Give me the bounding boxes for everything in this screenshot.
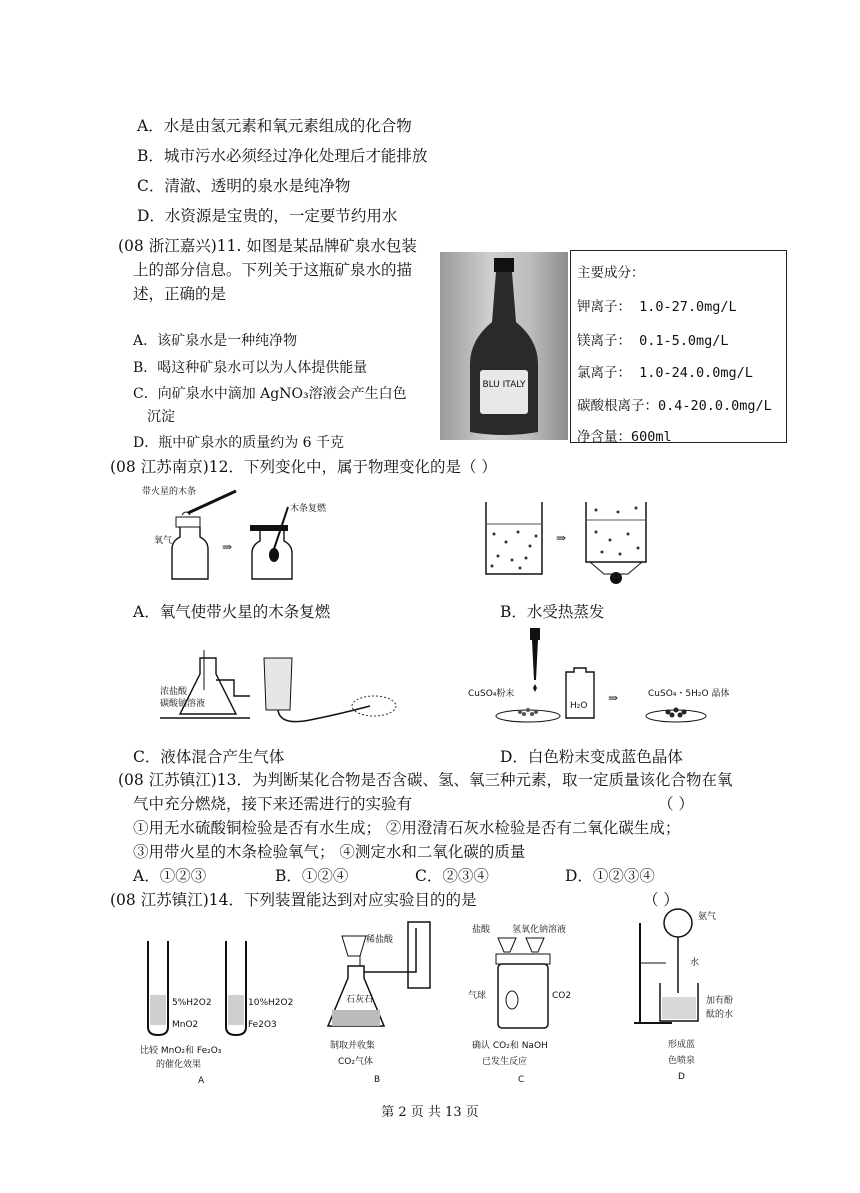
bottle-icon — [440, 252, 568, 440]
svg-text:C: C — [518, 1075, 525, 1085]
svg-text:木条复燃: 木条复燃 — [290, 504, 327, 514]
q13-stem-1: (08 江苏镇江)13．为判断某化合物是否含碳、氢、氧三种元素，取一定质量该化合物在氧 — [118, 771, 733, 789]
nutrition-info-panel — [570, 250, 787, 443]
q11-stem-line2: 上的部分信息。下列关于这瓶矿泉水的描 — [133, 261, 413, 279]
q14-answer-paren: （ ） — [643, 891, 679, 909]
svg-text:的催化效果: 的催化效果 — [156, 1060, 202, 1070]
bottle-photo — [440, 252, 568, 440]
svg-text:CO₂气体: CO₂气体 — [338, 1057, 373, 1067]
q11-option-a: A．该矿泉水是一种纯净物 — [133, 333, 298, 349]
q10-option-d: D．水资源是宝贵的，一定要节约用水 — [137, 207, 398, 225]
svg-text:氧气: 氧气 — [154, 536, 173, 546]
q12-caption-c: C．液体混合产生气体 — [133, 748, 285, 766]
figure-catalyst-comparison — [140, 935, 315, 1090]
q13-option-a: A．①②③ — [133, 867, 207, 885]
q13-answer-paren: （ ） — [658, 795, 694, 813]
svg-text:碳酸钠溶液: 碳酸钠溶液 — [160, 699, 206, 709]
svg-text:气球: 气球 — [468, 991, 487, 1001]
figure-white-powder-blue-crystal — [468, 628, 730, 728]
svg-text:氢氧化钠溶液: 氢氧化钠溶液 — [512, 925, 567, 935]
figure-co2-naoh-reaction — [468, 918, 593, 1090]
svg-text:10%H2O2: 10%H2O2 — [248, 998, 294, 1008]
q11-option-b: B．喝这种矿泉水可以为人体提供能量 — [133, 360, 368, 376]
info-line-5: 碳酸根离子：0.4-20.0.0mg/L — [577, 398, 772, 414]
svg-text:CO2: CO2 — [552, 991, 572, 1001]
arrow-icon: ⇒ — [608, 691, 619, 705]
svg-text:盐酸: 盐酸 — [472, 925, 491, 935]
svg-text:CuSO₄粉末: CuSO₄粉末 — [468, 689, 515, 699]
info-line-6: 净含量：600ml — [577, 429, 672, 445]
svg-text:5%H2O2: 5%H2O2 — [172, 998, 212, 1008]
info-line-4: 氯离子： 1.0-24.0.0mg/L — [577, 365, 753, 381]
figure-oxygen-relights-splint — [140, 485, 340, 585]
svg-text:酞的水: 酞的水 — [706, 1010, 734, 1020]
q11-stem-line3: 述，正确的是 — [133, 285, 227, 303]
q10-option-b: B．城市污水必须经过净化处理后才能排放 — [137, 147, 428, 165]
info-line-2: 钾离子： 1.0-27.0mg/L — [577, 299, 737, 315]
q14-stem: (08 江苏镇江)14．下列装置能达到对应实验目的的是 — [110, 891, 477, 909]
svg-text:已发生反应: 已发生反应 — [482, 1057, 528, 1067]
q13-option-d: D．①②③④ — [565, 867, 655, 885]
q10-option-a: A．水是由氢元素和氧元素组成的化合物 — [137, 117, 412, 135]
figure-blue-fountain — [632, 903, 757, 1088]
svg-text:加有酚: 加有酚 — [706, 996, 734, 1006]
q11-option-d: D．瓶中矿泉水的质量约为 6 千克 — [133, 435, 345, 451]
svg-text:带火星的木条: 带火星的木条 — [142, 487, 197, 497]
svg-text:B: B — [374, 1075, 381, 1085]
info-line-3: 镁离子： 0.1-5.0mg/L — [577, 333, 729, 349]
svg-text:MnO2: MnO2 — [172, 1020, 199, 1030]
svg-text:色喷泉: 色喷泉 — [668, 1056, 696, 1066]
svg-text:比较 MnO₂和 Fe₂O₃: 比较 MnO₂和 Fe₂O₃ — [140, 1046, 222, 1056]
svg-text:A: A — [198, 1076, 205, 1086]
bottle-label: BLU ITALY — [482, 380, 526, 390]
svg-text:Fe2O3: Fe2O3 — [248, 1020, 277, 1030]
q13-statements-1: ①用无水硫酸铜检验是否有水生成； ②用澄清石灰水检验是否有二氧化碳生成； — [133, 819, 681, 837]
svg-text:石灰石: 石灰石 — [346, 995, 374, 1005]
svg-text:CuSO₄・5H₂O 晶体: CuSO₄・5H₂O 晶体 — [648, 689, 730, 699]
q12-caption-d: D．白色粉末变成蓝色晶体 — [500, 748, 683, 766]
q13-option-c: C．②③④ — [415, 867, 489, 885]
svg-text:D: D — [678, 1072, 685, 1082]
arrow-icon: ⇒ — [556, 531, 567, 545]
q11-option-c: C．向矿泉水中滴加 AgNO₃溶液会产生白色 — [133, 386, 407, 402]
svg-text:水: 水 — [690, 958, 700, 968]
q13-statements-2: ③用带火星的木条检验氧气； ④测定水和二氧化碳的质量 — [133, 843, 526, 861]
svg-text:确认 CO₂和 NaOH: 确认 CO₂和 NaOH — [472, 1041, 548, 1051]
svg-text:浓盐酸: 浓盐酸 — [160, 687, 188, 697]
svg-text:制取并收集: 制取并收集 — [330, 1041, 376, 1051]
arrow-icon: ⇒ — [222, 540, 233, 554]
figure-water-evaporates — [478, 498, 658, 588]
q12-caption-b: B．水受热蒸发 — [500, 603, 605, 621]
q10-option-c: C．清澈、透明的泉水是纯净物 — [137, 177, 351, 195]
q11-stem-line1: (08 浙江嘉兴)11. 如图是某品牌矿泉水包装 — [118, 237, 417, 255]
svg-text:形成蓝: 形成蓝 — [668, 1040, 696, 1050]
q12-caption-a: A．氧气使带火星的木条复燃 — [133, 603, 331, 621]
q11-option-c-cont: 沉淀 — [147, 409, 175, 425]
svg-text:H₂O: H₂O — [570, 701, 588, 711]
q13-option-b: B．①②④ — [275, 867, 349, 885]
svg-text:氨气: 氨气 — [698, 912, 717, 922]
figure-liquid-mixing-gas — [160, 650, 400, 735]
info-line-1: 主要成分： — [577, 265, 645, 281]
page-footer: 第 2 页 共 13 页 — [381, 1105, 479, 1120]
q12-stem: (08 江苏南京)12．下列变化中，属于物理变化的是（ ） — [110, 458, 497, 476]
svg-text:稀盐酸: 稀盐酸 — [366, 935, 394, 945]
figure-co2-collection — [320, 918, 445, 1090]
q13-stem-2: 气中充分燃烧，接下来还需进行的实验有 — [133, 795, 413, 813]
